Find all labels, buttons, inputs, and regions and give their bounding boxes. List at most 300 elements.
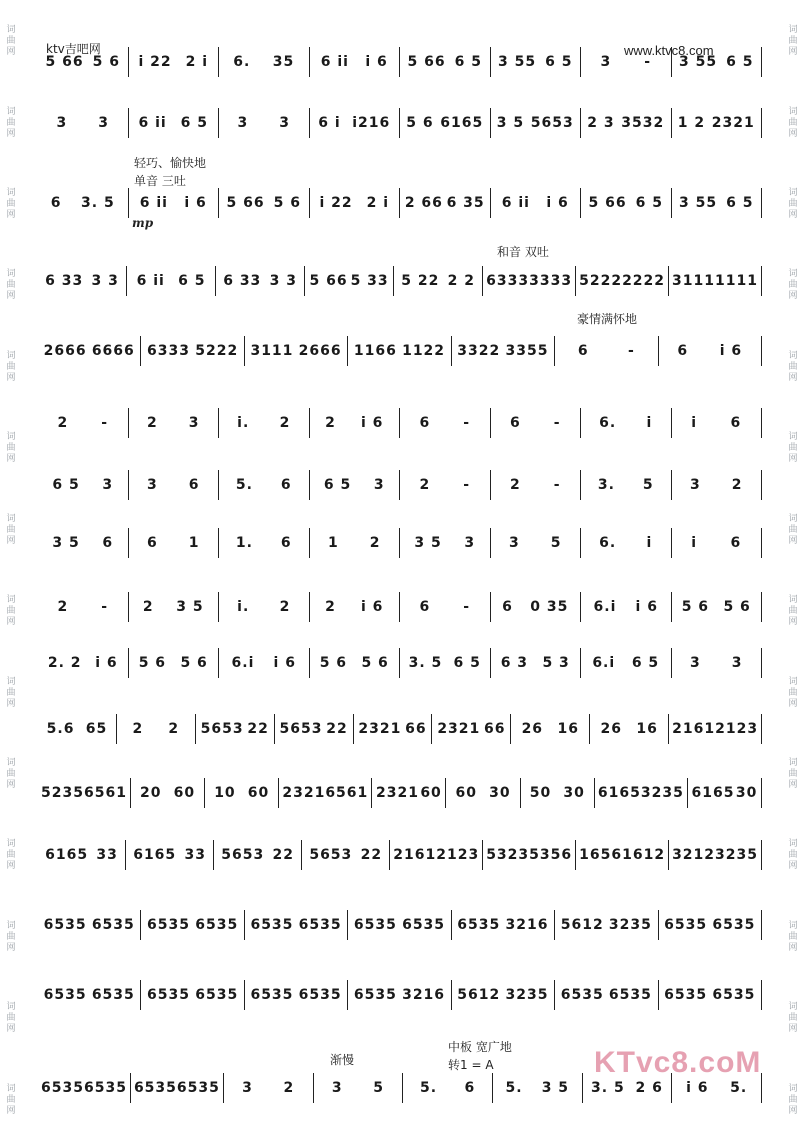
beat-group: 5 [550,535,562,551]
measure [223,1073,313,1103]
beat-group: 5 [373,1080,384,1096]
beat-group: 3 [279,115,290,131]
beat-group: 3 [237,115,249,131]
beat-group: 3 [242,1080,253,1096]
measure [399,470,490,500]
beat-group: 1 2 [677,115,706,131]
beat-group: 22 [247,721,269,737]
measure [38,336,140,366]
beat-group: i 6 [686,1080,709,1096]
beat-group: 2123 [715,721,759,737]
measure [130,1073,223,1103]
beat-group: 6535 [91,987,135,1003]
beat-group: 16 [557,721,579,737]
beat-group: 65 [85,721,108,737]
measure [38,1073,130,1103]
beat-group: 6535 [91,917,135,933]
measure [671,648,763,678]
measure [353,714,432,744]
measure [128,188,219,218]
beat-group: 1612 [622,847,666,863]
beat-group: 3235 [608,917,652,933]
measure [490,408,581,438]
measure [371,778,445,808]
beat-group: 6561 [83,785,127,801]
beat-group: 5612 [560,917,604,933]
beat-group: 2 [168,721,180,737]
measure [575,266,668,296]
measure [38,108,128,138]
beat-group: 6 ii [501,195,530,211]
site-logo: KTvc8.coM [594,1046,762,1079]
measure [38,408,128,438]
beat-group: 5 6 [92,54,120,70]
beat-group: 5653 [200,721,244,737]
beat-group: 5. [505,1080,523,1096]
beat-group: 6535 [250,917,294,933]
beat-group: 6. [599,535,617,551]
beat-group: 6333 [147,343,190,359]
measure [140,336,243,366]
watermark-text: 词曲网 [4,24,15,58]
beat-group: 3 [464,535,476,551]
site-name-watermark: ktv吉吧网 [46,42,101,56]
measure [128,592,219,622]
measure [38,266,126,296]
beat-group: i 6 [546,195,569,211]
beat-group: - [553,477,561,493]
beat-group: 3 5 [496,115,525,131]
beat-group: 5 22 [401,273,440,289]
beat-group: 6 ii [138,115,167,131]
score-system [38,47,762,77]
beat-group: 2 i [366,195,389,211]
beat-group: 6165 [440,115,484,131]
beat-group: i 6 [360,599,384,615]
watermark-text: 词曲网 [786,1082,797,1116]
beat-group: 60 [455,785,478,801]
measure [347,336,450,366]
watermark-text: 词曲网 [786,838,797,872]
measure [671,470,763,500]
beat-group: i 22 [319,195,353,211]
beat-group: 6 [50,195,62,211]
measure [309,648,400,678]
measure [218,408,309,438]
measure [204,778,278,808]
measure [38,840,125,870]
measure [399,648,490,678]
site-url-watermark: www.ktvc8.com [624,43,714,58]
beat-group: 6 i [318,115,341,131]
measure [213,840,301,870]
beat-group: 3235 [505,987,549,1003]
measure [510,714,589,744]
watermark-text: 词曲网 [786,187,797,221]
measure [128,108,219,138]
beat-group: 3 [56,115,68,131]
beat-group: 5 66 [226,195,265,211]
beat-group: 6 5 [631,655,660,671]
measure [671,188,763,218]
beat-group: 6535 [664,987,708,1003]
measure [482,840,575,870]
measure [38,910,140,940]
beat-group: 3. 5 [408,655,443,671]
beat-group: 6165 [133,847,177,863]
measure [490,47,581,77]
measure [658,336,762,366]
beat-group: 3 5 [52,535,80,551]
beat-group: i216 [352,115,391,131]
beat-group: 2 [419,477,431,493]
beat-group: 5653 [221,847,265,863]
beat-group: 6 [730,415,742,431]
beat-group: 5 3 [542,655,570,671]
beat-group: 30 [489,785,511,801]
measure [399,408,490,438]
measure [580,108,671,138]
measure [244,980,347,1010]
beat-group: 5235 [41,785,84,801]
beat-group: i 6 [95,655,118,671]
beat-group: 6535 [41,1080,84,1096]
beat-group: 3212 [672,847,716,863]
watermark-text: 词曲网 [4,349,15,383]
beat-group: 2161 [672,721,716,737]
beat-group: 6. [599,415,617,431]
beat-group: 1 [188,535,200,551]
beat-group: 6535 [353,987,397,1003]
score-system [38,470,762,500]
beat-group: 6535 [195,987,239,1003]
beat-group: 3111 [250,343,294,359]
beat-group: 6535 [712,987,756,1003]
measure [393,266,482,296]
beat-group: 2 [325,415,336,431]
measure [490,528,581,558]
beat-group: 6 ii [139,195,168,211]
beat-group: 3111 [672,273,715,289]
beat-group: 5 66 [45,54,84,70]
measure [128,648,219,678]
beat-group: 2 [57,599,69,615]
beat-group: i [691,415,698,431]
beat-group: 3 3 [269,273,297,289]
right-watermark-strip [784,0,798,1140]
beat-group: 6 5 [635,195,663,211]
measure [218,528,309,558]
watermark-text: 词曲网 [4,512,15,546]
beat-group: 3 55 [679,195,718,211]
beat-group: 6165 [45,847,89,863]
beat-group: 6 5 [726,195,754,211]
beat-group: i [646,535,653,551]
beat-group: 2321 [282,785,326,801]
watermark-text: 词曲网 [4,594,15,628]
beat-group: 6535 [298,917,342,933]
beat-group: 1122 [402,343,446,359]
beat-group: 6 5 [726,54,754,70]
measure [218,648,309,678]
beat-group: 5222 [195,343,239,359]
beat-group: - [463,415,471,431]
beat-group: 6 [280,477,292,493]
measure [399,108,490,138]
beat-group: 6 [419,415,431,431]
score-system [38,528,762,558]
beat-group: 2321 [375,785,419,801]
beat-group: 35 [272,54,295,70]
measure [347,980,450,1010]
watermark-text: 词曲网 [786,919,797,953]
beat-group: 60 [247,785,270,801]
measure [490,188,581,218]
beat-group: 6 [188,477,200,493]
beat-group: 10 [214,785,236,801]
measure [304,266,393,296]
beat-group: 6 [730,535,742,551]
beat-group: 5 6 [406,115,434,131]
measure [399,592,490,622]
measure [140,980,243,1010]
beat-group: - [101,599,109,615]
measure [431,714,510,744]
beat-group: 30 [563,785,585,801]
score-system [38,910,762,940]
beat-group: 5 66 [309,273,348,289]
beat-group: 6535 [43,917,87,933]
beat-group: 3. 5 [81,195,115,211]
measure [668,266,762,296]
beat-group: 2. 2 [47,655,82,671]
beat-group: 2 2 [447,273,476,289]
measure [580,648,671,678]
measure [445,778,519,808]
beat-group: 2222 [622,273,666,289]
measure [218,47,309,77]
beat-group: 6535 [608,987,652,1003]
beat-group: - [553,415,561,431]
beat-group: 6 5 [453,655,481,671]
beat-group: 2 [132,721,144,737]
measure [128,470,219,500]
beat-group: 5222 [579,273,623,289]
watermark-text: 词曲网 [786,675,797,709]
beat-group: 6535 [457,917,501,933]
beat-group: 3235 [715,847,758,863]
beat-group: 5 6 [180,655,208,671]
dynamic-mp: mp [132,216,154,230]
beat-group: 6 5 [454,54,482,70]
beat-group: 3 [188,415,200,431]
beat-group: 5 6 [319,655,348,671]
beat-group: 6 5 [545,54,573,70]
measure [309,408,400,438]
measure [309,47,400,77]
beat-group: 5 [642,477,654,493]
beat-group: 6 5 [323,477,352,493]
beat-group: i. [237,599,250,615]
watermark-text: 词曲网 [4,838,15,872]
measure [301,840,389,870]
measure [554,336,657,366]
beat-group: 2 6 [635,1080,663,1096]
beat-group: - [463,477,471,493]
beat-group: 6535 [43,987,87,1003]
measure [668,714,762,744]
measure [195,714,274,744]
beat-group: 22 [326,721,348,737]
score-system [38,648,762,678]
beat-group: 3 [731,655,743,671]
watermark-text: 词曲网 [4,431,15,465]
watermark-text: 词曲网 [4,1082,15,1116]
beat-group: 6 33 [45,273,84,289]
beat-group: 3 [147,477,158,493]
measure [451,336,554,366]
beat-group: 2321 [711,115,755,131]
watermark-text: 词曲网 [4,675,15,709]
measure [215,266,304,296]
beat-group: 5653 [279,721,323,737]
measure [580,47,671,77]
left-watermark-strip [2,0,16,1140]
measure [451,980,554,1010]
watermark-text: 词曲网 [786,757,797,790]
beat-group: i. [237,415,250,431]
beat-group: 3 [509,535,520,551]
beat-group: 3 5 [541,1080,570,1096]
beat-group: 6 5 [180,115,208,131]
beat-group: 26 [521,721,544,737]
beat-group: 5 33 [350,273,389,289]
beat-group: 6 5 [178,273,206,289]
beat-group: 20 [139,785,162,801]
measure [244,336,347,366]
beat-group: 6 [280,535,292,551]
beat-group: 6 [464,1080,476,1096]
measure [309,470,400,500]
measure [128,47,219,77]
measure [594,778,687,808]
beat-group: 33 [184,847,206,863]
beat-group: 5 6 [361,655,389,671]
measure [554,910,657,940]
beat-group: 5. [419,1080,438,1096]
beat-group: 5 6 [681,599,710,615]
beat-group: 6 3 [500,655,529,671]
measure [38,714,116,744]
measure [274,714,353,744]
measure [399,188,490,218]
measure [38,528,128,558]
measure [309,108,400,138]
measure [671,528,763,558]
beat-group: 6 ii [320,54,349,70]
beat-group: 1 [328,535,339,551]
measure [589,714,668,744]
beat-group: 6 [147,535,158,551]
measure [218,470,309,500]
beat-group: 3 5 [176,599,204,615]
measure [399,47,490,77]
measure [658,910,762,940]
beat-group: 6165 [691,785,735,801]
expression-light-lively: 轻巧、愉快地 [134,156,207,170]
beat-group: 6535 [133,1080,177,1096]
measure [554,980,657,1010]
measure [580,470,671,500]
measure [128,528,219,558]
beat-group: 6. [233,54,251,70]
beat-group: 2 [325,599,336,615]
beat-group: 2666 [43,343,87,359]
beat-group: 5. [235,477,253,493]
measure [126,266,215,296]
measure [687,778,762,808]
beat-group: 5 6 [723,599,751,615]
measure [490,470,581,500]
measure [389,840,482,870]
beat-group: 6666 [91,343,135,359]
beat-group: 66 [484,721,506,737]
watermark-text: 词曲网 [4,268,15,302]
measure [668,840,762,870]
measure [218,592,309,622]
beat-group: 0 35 [530,599,569,615]
measure [520,778,594,808]
beat-group: 2 [731,477,743,493]
beat-group: 1. [235,535,253,551]
measure [38,592,128,622]
beat-group: 3 [690,655,701,671]
beat-group: 6561 [325,785,369,801]
measure [125,840,213,870]
beat-group: 2 [147,415,158,431]
beat-group: 6.i [592,655,616,671]
key-change: 转1 = A [448,1058,494,1072]
beat-group: 5. [730,1080,748,1096]
beat-group: i 6 [719,343,743,359]
beat-group: 3 [331,1080,343,1096]
beat-group: 3333 [529,273,573,289]
beat-group: 6535 [83,1080,127,1096]
beat-group: 26 [600,721,622,737]
measure [218,108,309,138]
beat-group: 6 33 [223,273,262,289]
beat-group: 3 3 [91,273,119,289]
measure [128,408,219,438]
beat-group: 1111 [715,273,758,289]
beat-group: 6535 [402,917,446,933]
beat-group: 22 [272,847,295,863]
measure [671,47,763,77]
measure [580,188,671,218]
beat-group: i 6 [635,599,658,615]
beat-group: 2321 [358,721,402,737]
measure [244,910,347,940]
expression-heroic: 豪情满怀地 [577,312,638,326]
beat-group: 3 5 [414,535,442,551]
beat-group: i 6 [184,195,207,211]
beat-group: 6165 [597,785,641,801]
beat-group: 60 [420,785,442,801]
beat-group: 6.i [231,655,255,671]
beat-group: 2 [283,1080,295,1096]
measure [278,778,371,808]
beat-group: 60 [173,785,196,801]
